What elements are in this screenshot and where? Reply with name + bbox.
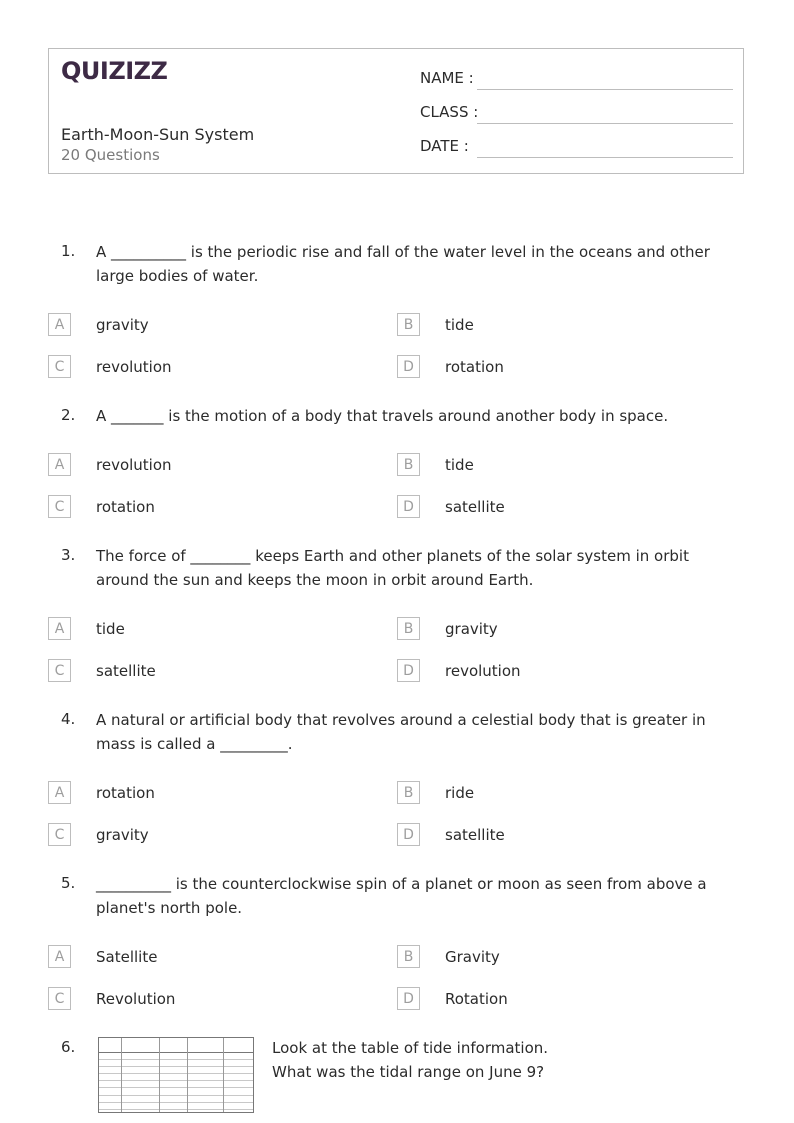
tide-table-row <box>99 1074 253 1081</box>
option-letter-box: A <box>48 313 71 336</box>
quizizz-logo: QUIZIZZ <box>61 57 168 85</box>
tide-table-row <box>99 1096 253 1103</box>
option-letter-box: C <box>48 823 71 846</box>
option-letter-box: D <box>397 495 420 518</box>
option-text: Gravity <box>445 948 500 966</box>
tide-table-image <box>98 1037 254 1113</box>
option-letter-box: B <box>397 453 420 476</box>
option-letter-box: C <box>48 355 71 378</box>
option-letter-box: A <box>48 617 71 640</box>
question-number: 5. <box>61 874 76 892</box>
class-line <box>477 123 733 124</box>
name-label: NAME : <box>420 69 474 87</box>
worksheet-title: Earth-Moon-Sun System <box>61 125 255 144</box>
option-letter-box: D <box>397 987 420 1010</box>
tide-table-row <box>99 1060 253 1067</box>
option-letter-box: D <box>397 355 420 378</box>
question-number: 2. <box>61 406 76 424</box>
question-number: 3. <box>61 546 76 564</box>
option-letter-box: B <box>397 781 420 804</box>
name-line <box>477 89 733 90</box>
tide-table-column-line <box>159 1038 160 1112</box>
option-text: Revolution <box>96 990 176 1008</box>
option-text: satellite <box>445 498 505 516</box>
question-number: 6. <box>61 1038 76 1056</box>
option-text: Satellite <box>96 948 158 966</box>
option-text: tide <box>445 316 474 334</box>
option-text: revolution <box>96 358 172 376</box>
tide-table-row <box>99 1067 253 1074</box>
option-letter-box: C <box>48 659 71 682</box>
option-letter-box: A <box>48 945 71 968</box>
tide-table-column-line <box>121 1038 122 1112</box>
option-letter-box: C <box>48 987 71 1010</box>
option-text: ride <box>445 784 475 802</box>
option-text: tide <box>445 456 474 474</box>
question-text: A __________ is the periodic rise and fall of the water level in the oceans and other large bodies of water. <box>96 243 710 285</box>
date-label: DATE : <box>420 137 469 155</box>
option-letter-box: B <box>397 313 420 336</box>
question-text-line-1: Look at the table of tide information. <box>272 1039 549 1057</box>
option-letter-box: B <box>397 945 420 968</box>
option-letter-box: D <box>397 659 420 682</box>
tide-table-row <box>99 1081 253 1088</box>
option-text: gravity <box>96 826 149 844</box>
question-number: 4. <box>61 710 76 728</box>
question-text-line-2: What was the tidal range on June 9? <box>272 1063 545 1081</box>
option-text: revolution <box>445 662 521 680</box>
option-text: satellite <box>96 662 156 680</box>
date-line <box>477 157 733 158</box>
worksheet-header <box>48 48 744 174</box>
question-text: __________ is the counterclockwise spin of a planet or moon as seen from above a planet's north pole. <box>96 875 707 917</box>
tide-table-row <box>99 1053 253 1060</box>
question-text: The force of ________ keeps Earth and other planets of the solar system in orbit around the sun and keeps the moon in orbit around Earth. <box>96 547 689 589</box>
option-text: tide <box>96 620 125 638</box>
class-label: CLASS : <box>420 103 479 121</box>
option-letter-box: A <box>48 453 71 476</box>
option-text: gravity <box>96 316 149 334</box>
question-text: A _______ is the motion of a body that travels around another body in space. <box>96 407 669 425</box>
tide-table-column-line <box>187 1038 188 1112</box>
tide-table-row <box>99 1103 253 1110</box>
tide-table-header-row <box>99 1038 253 1053</box>
option-text: satellite <box>445 826 505 844</box>
option-text: Rotation <box>445 990 508 1008</box>
option-letter-box: B <box>397 617 420 640</box>
option-text: rotation <box>96 784 155 802</box>
tide-table-row <box>99 1110 253 1116</box>
option-text: revolution <box>96 456 172 474</box>
option-letter-box: D <box>397 823 420 846</box>
option-text: rotation <box>96 498 155 516</box>
option-letter-box: A <box>48 781 71 804</box>
tide-table-column-line <box>223 1038 224 1112</box>
option-text: gravity <box>445 620 498 638</box>
question-text: A natural or artificial body that revolves around a celestial body that is greater in mass is called a _________. <box>96 711 706 753</box>
question-count: 20 Questions <box>61 146 160 164</box>
option-text: rotation <box>445 358 504 376</box>
option-letter-box: C <box>48 495 71 518</box>
question-number: 1. <box>61 242 76 260</box>
tide-table-row <box>99 1088 253 1095</box>
